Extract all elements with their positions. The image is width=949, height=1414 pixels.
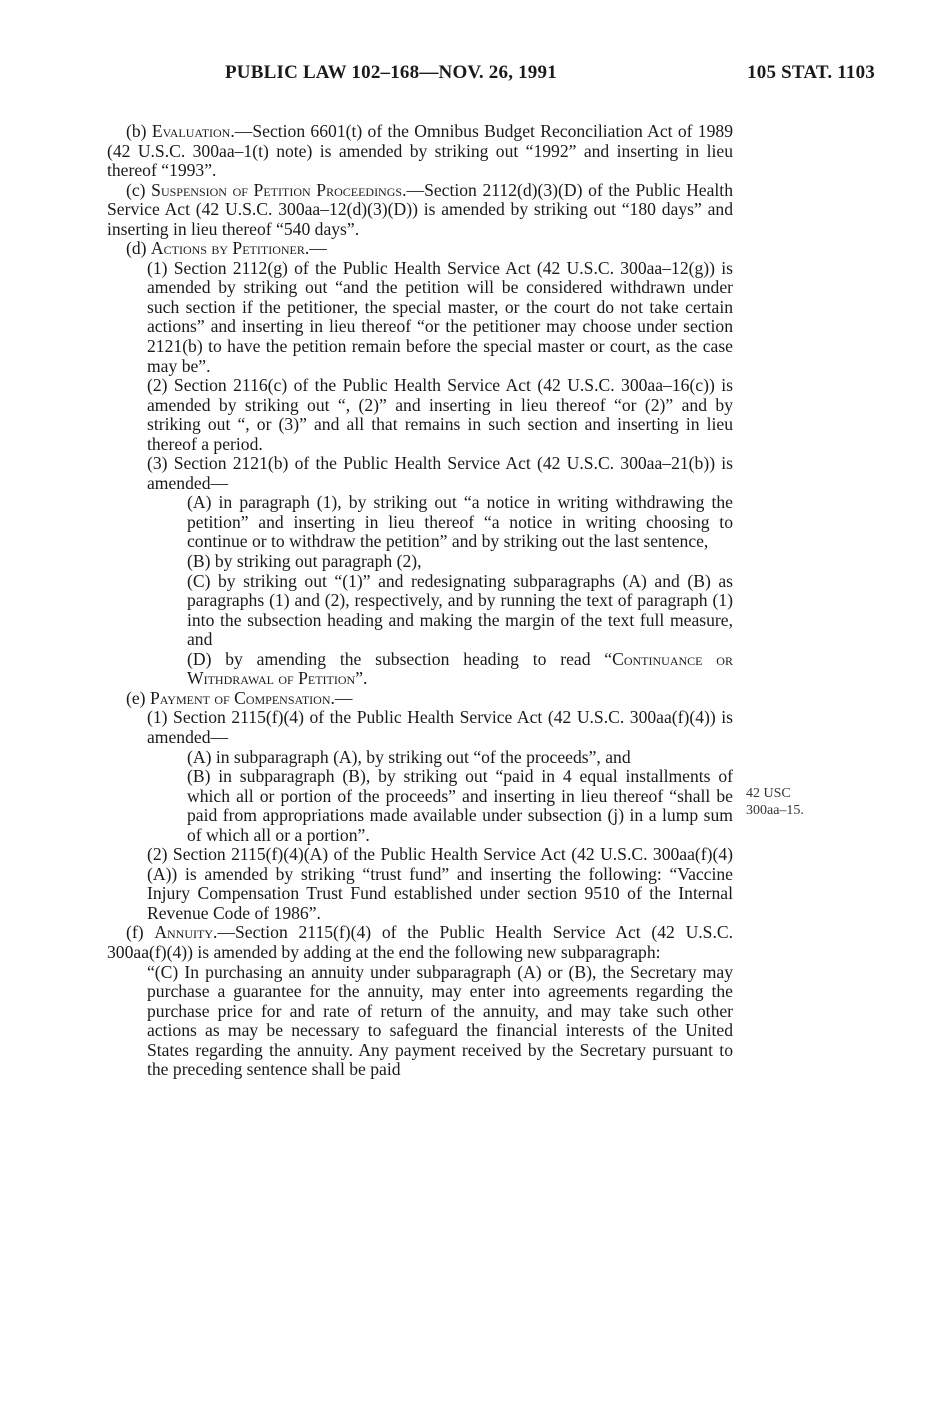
paragraph-d3D-text: (D) by amending the subsection heading to read “ bbox=[187, 648, 613, 669]
paragraph-e-text: .— bbox=[330, 687, 353, 708]
paragraph-d3: (3) Section 2121(b) of the Public Health Service Act (42 U.S.C. 300aa–21(b)) is amended— bbox=[147, 453, 733, 493]
paragraph-d-text: .— bbox=[304, 238, 327, 259]
paragraph-d3B: (B) by striking out paragraph (2), bbox=[187, 551, 422, 572]
paragraph-fC: “(C) In purchasing an annuity under subparagraph (A) or (B), the Secretary may purchase a guarantee for the annuity, may enter into agreements regarding the purchase price for and rate of return of the annuity, and may take such other actions as may be necessary to safeguard the financial interests of the United States regarding the annuity. Any payment received by the Secretary pursuant to the preceding sentence shall be paid bbox=[147, 961, 733, 1080]
document-body bbox=[107, 122, 733, 1080]
paragraph-d-heading: Actions by Petitioner bbox=[150, 238, 305, 259]
paragraph-e-heading: Payment of Compensation bbox=[149, 687, 331, 708]
paragraph-c-heading: Suspension of Petition Proceedings bbox=[151, 179, 403, 200]
paragraph-f-heading: Annuity bbox=[154, 922, 214, 943]
paragraph-e1A: (A) in subparagraph (A), by striking out “of the proceeds”, and bbox=[187, 746, 631, 767]
paragraph-f-text: .—Section 2115(f)(4) of the Public Health Service Act (42 U.S.C. 300aa(f)(4)) is amended by adding at the end the following new subparagraph: bbox=[107, 922, 734, 962]
paragraph-f-label: (f) bbox=[126, 922, 155, 943]
paragraph-e1: (1) Section 2115(f)(4) of the Public Health Service Act (42 U.S.C. 300aa(f)(4)) is amended— bbox=[147, 707, 733, 747]
paragraph-b-label: (b) bbox=[126, 121, 152, 141]
paragraph-b-text: .—Section 6601(t) of the Omnibus Budget Reconciliation Act of 1989 (42 U.S.C. 300aa–1(t) note) is amended by striking out “1992” and inserting in lieu thereof “1993”. bbox=[107, 121, 733, 181]
margin-citation bbox=[746, 785, 804, 819]
paragraph-c-label: (c) bbox=[126, 179, 152, 200]
paragraph-d3D-heading: Continuance or Withdrawal of Petition bbox=[187, 648, 733, 689]
paragraph-d2: (2) Section 2116(c) of the Public Health Service Act (42 U.S.C. 300aa–16(c)) is amended by striking out “, (2)” and inserting in lieu thereof “or (2)” and by striking out “, or (3)” and all that remains in such section and inserting in lieu thereof a period. bbox=[147, 375, 733, 454]
paragraph-d-label: (d) bbox=[126, 238, 151, 259]
paragraph-c-text: .—Section 2112(d)(3)(D) of the Public Health Service Act (42 U.S.C. 300aa–12(d)(3)(D)) is amended by striking out “180 days” and inserting in lieu thereof “540 days”. bbox=[107, 179, 733, 239]
law-title: PUBLIC LAW 102–168—NOV. 26, 1991 bbox=[225, 62, 557, 83]
paragraph-d3D-close: ”. bbox=[355, 668, 368, 689]
paragraph-d1: (1) Section 2112(g) of the Public Health Service Act (42 U.S.C. 300aa–12(g)) is amended by striking out “and the petition will be considered withdrawn under such section if the petitioner, the special master, or the court do not take certain actions” and inserting in lieu thereof “or the petitioner may choose under section 2121(b) to have the petition remain before the special master or court, as the case may be”. bbox=[147, 257, 733, 376]
paragraph-b bbox=[107, 122, 733, 181]
margin-citation-line2: 300aa–15. bbox=[746, 803, 804, 818]
page-header bbox=[225, 62, 875, 84]
paragraph-e bbox=[107, 689, 733, 709]
stat-page-number: 105 STAT. 1103 bbox=[747, 62, 875, 83]
paragraph-d3D bbox=[107, 650, 733, 689]
paragraph-d bbox=[107, 239, 733, 259]
paragraph-e-label: (e) bbox=[126, 687, 150, 708]
paragraph-d3C: (C) by striking out “(1)” and redesignating subparagraphs (A) and (B) as paragraphs (1) and (2), respectively, and by running the text of paragraph (1) into the subsection heading and making the margin of the text full measure, and bbox=[187, 570, 733, 650]
paragraph-f bbox=[107, 923, 733, 962]
paragraph-c bbox=[107, 181, 733, 240]
paragraph-e2: (2) Section 2115(f)(4)(A) of the Public Health Service Act (42 U.S.C. 300aa(f)(4)(A)) is amended by striking “trust fund” and inserting the following: “Vaccine Injury Compensation Trust Fund established under section 9510 of the Internal Revenue Code of 1986”. bbox=[147, 844, 733, 923]
paragraph-b-heading: Evaluation bbox=[151, 121, 231, 141]
paragraph-d3A: (A) in paragraph (1), by striking out “a notice in writing withdrawing the petition” and inserting in lieu thereof “a notice in writing choosing to continue or to withdraw the petition” and by striking out the last sentence, bbox=[187, 492, 733, 552]
paragraph-e1B: (B) in subparagraph (B), by striking out “paid in 4 equal installments of which all or portion of the proceeds” and inserting in lieu thereof “shall be paid from appropriations made available under subsection (j) in a lump sum of which all or a portion”. bbox=[187, 766, 733, 845]
margin-citation-line1: 42 USC bbox=[746, 786, 791, 801]
